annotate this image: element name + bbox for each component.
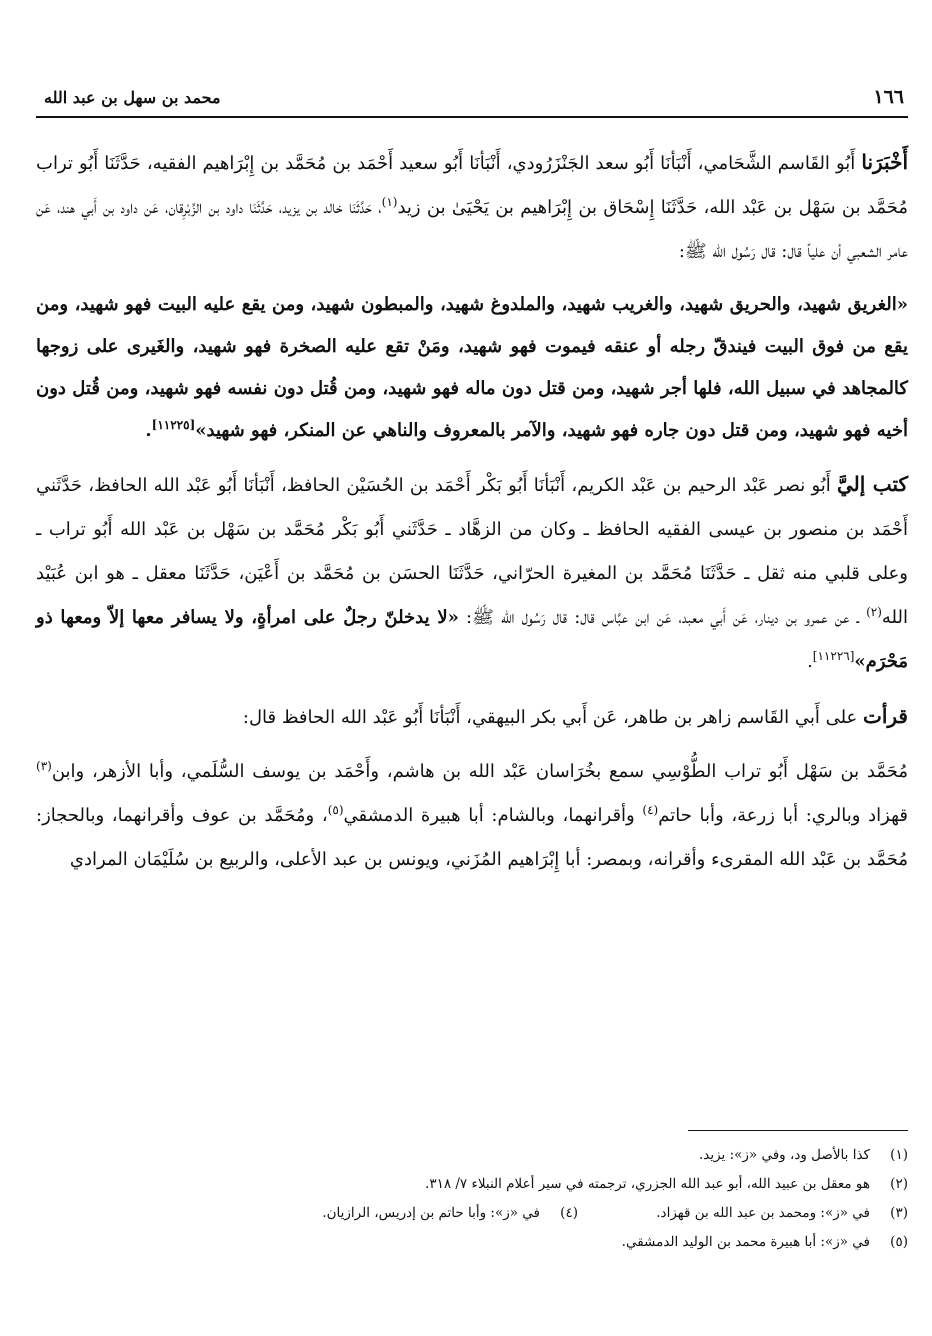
paragraph-text: أَبُو نصر عَبْد الرحيم بن عَبْد الكريم، أَنْبَأنَا أَبُو بَكْر أَحْمَد بن الحُسَيْن الحافظ، أَنْبَأنَا أَبُو عَبْد الله الحافظ، حَدَّثَني أَحْمَد بن منصور بن عيسى الفقيه الحافظ ـ وكان من الزهَّاد ـ حَدَّثَني أَبُو بَكْر مُحَمَّد بن سَهْل بن عَبْد الله أَبُو تراب ـ وعلى قلبي منه ثقل ـ حَدَّثَنَا مُحَمَّد بن المغيرة الحرّاني، حَدَّثَنَا الحسَن بن مُحَمَّد بن أَعْيَن، حَدَّثَنَا معقل ـ هو ابن عُبَيْد الله [36,475,908,628]
footnote-number: (٣) [890,1205,908,1221]
footnote-ref: (٥) [327,803,344,817]
paragraph-text: ، ومُحَمَّد بن عوف وأقرانهما، وبالحجاز: مُحَمَّد بن عَبْد الله المقرىء وأقرانه، وبمصر: أبا إِبْرَاهيم المُزَني، ويونس بن عبد الأعلى، والربيع بن سُلَيْمَان المرادي [36,805,908,870]
footnote-divider [688,1130,908,1131]
running-title: محمد بن سهل بن عبد الله [44,88,221,107]
paragraph-text: مُحَمَّد بن سَهْل أَبُو تراب الطُّوْسِي سمع بخُرَاسان عَبْد الله بن هاشم، وأَحْمَد بن يوسف السُّلَمي، وأبا الأزهر، وابن [51,761,908,782]
footnote-text: هو معقل بن عبيد الله، أبو عبد الله الجزري، ترجمته في سير أعلام النبلاء ٧/ ٣١٨. [425,1176,870,1192]
footnote-5 [36,1228,908,1257]
main-text [36,140,908,892]
page-header [36,80,908,118]
paragraph-text: . [807,651,813,672]
footnote-ref: (٣) [36,759,52,773]
footnote-ref: (٤) [642,803,659,817]
page-number: ١٦٦ [873,86,904,108]
hadith-text: «لا يدخلنّ رجلٌ على امرأةٍ، ولا يسافر معها إلاّ ومعها ذو مَحْرَم» [36,607,908,672]
footnote-4 [248,1199,578,1228]
footnote-number: (٢) [890,1176,908,1192]
paragraph-hadith-1 [36,284,908,452]
paragraph-text: أَبُو القَاسم الشَّحَامي، أَنْبَأنَا أَبُو سعد الجَنْزَرُودي، أَنْبَأنَا أَبُو سعيد أَحْمَد بن مُحَمَّد بن إِبْرَاهيم الفقيه، حَدَّثَنَا أَبُو تراب مُحَمَّد بن سَهْل بن عَبْد الله، حَدَّثَنَا إِسْحَاق بن إِبْرَاهيم بن يَحْيَىٰ بن زيد [36,153,908,218]
footnote-text: كذا بالأصل ود، وفي «ز»: يزيد. [698,1147,870,1163]
footnote-text: في «ز»: وأبا حاتم بن إدريس، الرازيان. [322,1205,540,1221]
hadith-number: [١١٢٢٦] [812,649,855,663]
paragraph-isnad-2 [36,462,908,684]
paragraph-text: ـ عن عمرو بن دينار، عَن أَبي معبد، عَن ابن عبَّاس قال: قال رَسُول الله ﷺ: [458,607,867,628]
footnote-ref: (١) [381,195,398,209]
footnote-3 [578,1199,908,1228]
footnote-number: (١) [890,1147,908,1163]
footnote-3-4 [36,1199,908,1228]
paragraph-lead-word: كتب إليَّ [837,472,908,496]
paragraph-text: . [145,420,152,441]
footnote-1 [36,1141,908,1170]
paragraph-qaraat [36,694,908,740]
footnote-number: (٥) [890,1234,908,1250]
footnote-text: في «ز»: أبا هبيرة محمد بن الوليد الدمشقي. [621,1234,870,1250]
paragraph-text: وأقرانهما، وبالشام: أبا هبيرة الدمشقي [343,805,643,826]
footnotes [36,1130,908,1257]
hadith-number: [١١٢٢٥] [151,418,196,432]
paragraph-text: على أَبي القَاسم زاهر بن طاهر، عَن أَبي بكر البيهقي، أَنْبَأنَا أَبُو عَبْد الله الحافظ قال: [242,707,864,728]
paragraph-text: قهزاد وبالري: أبا زرعة، وأبا حاتم [658,805,908,826]
paragraph-biography [36,750,908,882]
footnote-2 [36,1170,908,1199]
paragraph-text: ، حَدَّثَنَا خالد بن يزيد، حَدَّثَنَا داود بن الزِّبْرِقان، عَن داود بن أَبي هند، عَن عامر الشعبي أن علياً قال: قال رَسُول الله ﷺ: [36,197,908,262]
footnote-text: في «ز»: ومحمد بن عبد الله بن قهزاد. [656,1205,870,1221]
footnote-number: (٤) [560,1205,578,1221]
footnote-ref: (٢) [866,605,882,619]
paragraph-lead-word: أَخْبَرَنا [861,150,908,174]
hadith-text: «الغريق شهيد، والحريق شهيد، والغريب شهيد، والملدوغ شهيد، والمبطون شهيد، ومن يقع عليه البيت فهو شهيد، ومن يقع من فوق البيت فيندقّ رجله أو عنقه فيموت فهو شهيد، ومَنْ تقع عليه الصخرة فهو شهيد، والغَيرى على زوجها كالمجاهد في سبيل الله، فلها أجر شهيد، ومن قتل دون ماله فهو شهيد، ومن قُتل دون نفسه فهو شهيد، ومن قُتل دون أخيه فهو شهيد، ومن قتل دون جاره فهو شهيد، والآمر بالمعروف والناهي عن المنكر، فهو شهيد» [36,294,908,441]
book-page [36,0,908,1336]
paragraph-lead-word: قرأت [863,704,908,728]
paragraph-isnad-1 [36,140,908,274]
